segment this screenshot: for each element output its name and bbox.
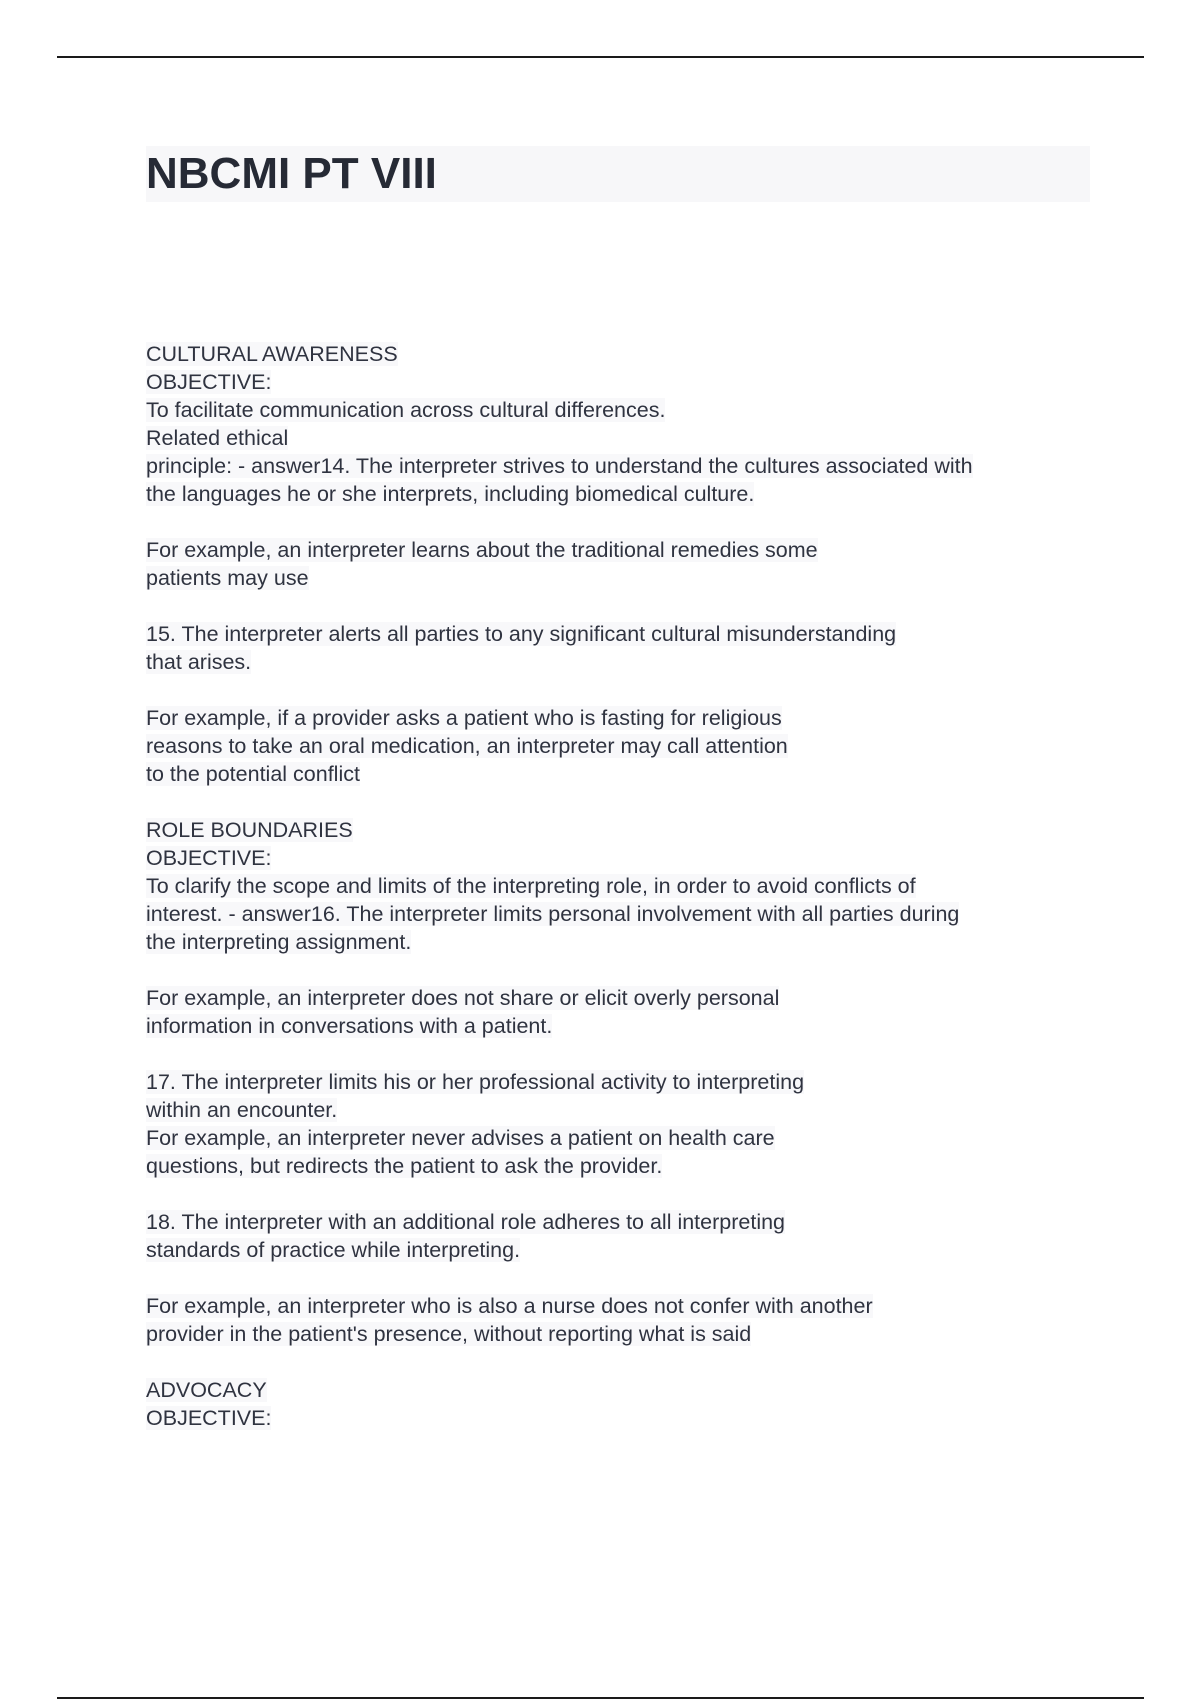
text-line [146, 536, 1096, 564]
text-line-content: patients may use [146, 566, 309, 590]
text-line [146, 928, 1096, 956]
text-line-content: questions, but redirects the patient to ask the provider. [146, 1154, 663, 1178]
text-line-content: the languages he or she interprets, including biomedical culture. [146, 482, 755, 506]
document-body [146, 340, 1096, 1432]
text-line-content: OBJECTIVE: [146, 846, 272, 870]
paragraph-gap [146, 676, 1096, 704]
text-line [146, 1068, 1096, 1096]
text-line-content: For example, if a provider asks a patient who is fasting for religious [146, 706, 782, 730]
text-line-content: For example, an interpreter never advises a patient on health care [146, 1126, 775, 1150]
text-line-content: To clarify the scope and limits of the interpreting role, in order to avoid conflicts of [146, 874, 916, 898]
text-line-content: To facilitate communication across cultural differences. [146, 398, 666, 422]
paragraph-gap [146, 956, 1096, 984]
paragraph-gap [146, 1180, 1096, 1208]
paragraph-gap [146, 788, 1096, 816]
text-line-content: provider in the patient's presence, without reporting what is said [146, 1322, 752, 1346]
text-line-content: Related ethical [146, 426, 289, 450]
text-line [146, 872, 1096, 900]
text-line-content: principle: - answer14. The interpreter strives to understand the cultures associated with [146, 454, 973, 478]
text-line [146, 1320, 1096, 1348]
text-line [146, 1208, 1096, 1236]
text-line-content: For example, an interpreter who is also a nurse does not confer with another [146, 1294, 873, 1318]
text-line [146, 424, 1096, 452]
text-line-content: 15. The interpreter alerts all parties to any significant cultural misunderstanding [146, 622, 897, 646]
text-line [146, 1292, 1096, 1320]
text-line [146, 368, 1096, 396]
paragraph-gap [146, 1264, 1096, 1292]
paragraph-gap [146, 1348, 1096, 1376]
text-line-content: standards of practice while interpreting. [146, 1238, 521, 1262]
top-rule [57, 56, 1144, 58]
text-line-content: information in conversations with a patient. [146, 1014, 553, 1038]
paragraph-gap [146, 508, 1096, 536]
text-line [146, 396, 1096, 424]
text-line [146, 620, 1096, 648]
text-line-content: For example, an interpreter learns about the traditional remedies some [146, 538, 818, 562]
text-line [146, 1404, 1096, 1432]
paragraph-gap [146, 1040, 1096, 1068]
paragraph-gap [146, 592, 1096, 620]
text-line [146, 1152, 1096, 1180]
text-line [146, 816, 1096, 844]
text-line-content: For example, an interpreter does not share or elicit overly personal [146, 986, 780, 1010]
text-line [146, 844, 1096, 872]
text-line [146, 340, 1096, 368]
text-line-content: to the potential conflict [146, 762, 360, 786]
text-line [146, 1376, 1096, 1404]
text-line-content: ROLE BOUNDARIES [146, 818, 353, 842]
text-line [146, 1012, 1096, 1040]
text-line [146, 480, 1096, 508]
text-line-content: within an encounter. [146, 1098, 338, 1122]
text-line-content: OBJECTIVE: [146, 370, 272, 394]
text-line [146, 452, 1096, 480]
text-line-content: ADVOCACY [146, 1378, 267, 1402]
text-line [146, 984, 1096, 1012]
text-line-content: the interpreting assignment. [146, 930, 412, 954]
text-line-content: 18. The interpreter with an additional role adheres to all interpreting [146, 1210, 786, 1234]
bottom-rule [57, 1697, 1144, 1699]
text-line-content: reasons to take an oral medication, an interpreter may call attention [146, 734, 788, 758]
document-title: NBCMI PT VIII [146, 149, 437, 198]
text-line [146, 732, 1096, 760]
text-line [146, 564, 1096, 592]
text-line [146, 900, 1096, 928]
text-line-content: interest. - answer16. The interpreter limits personal involvement with all parties during [146, 902, 960, 926]
text-line [146, 1236, 1096, 1264]
text-line-content: 17. The interpreter limits his or her professional activity to interpreting [146, 1070, 805, 1094]
text-line-content: OBJECTIVE: [146, 1406, 272, 1430]
text-line-content: that arises. [146, 650, 252, 674]
text-line [146, 704, 1096, 732]
text-line-content: CULTURAL AWARENESS [146, 342, 398, 366]
text-line [146, 1096, 1096, 1124]
text-line [146, 1124, 1096, 1152]
text-line [146, 760, 1096, 788]
text-line [146, 648, 1096, 676]
